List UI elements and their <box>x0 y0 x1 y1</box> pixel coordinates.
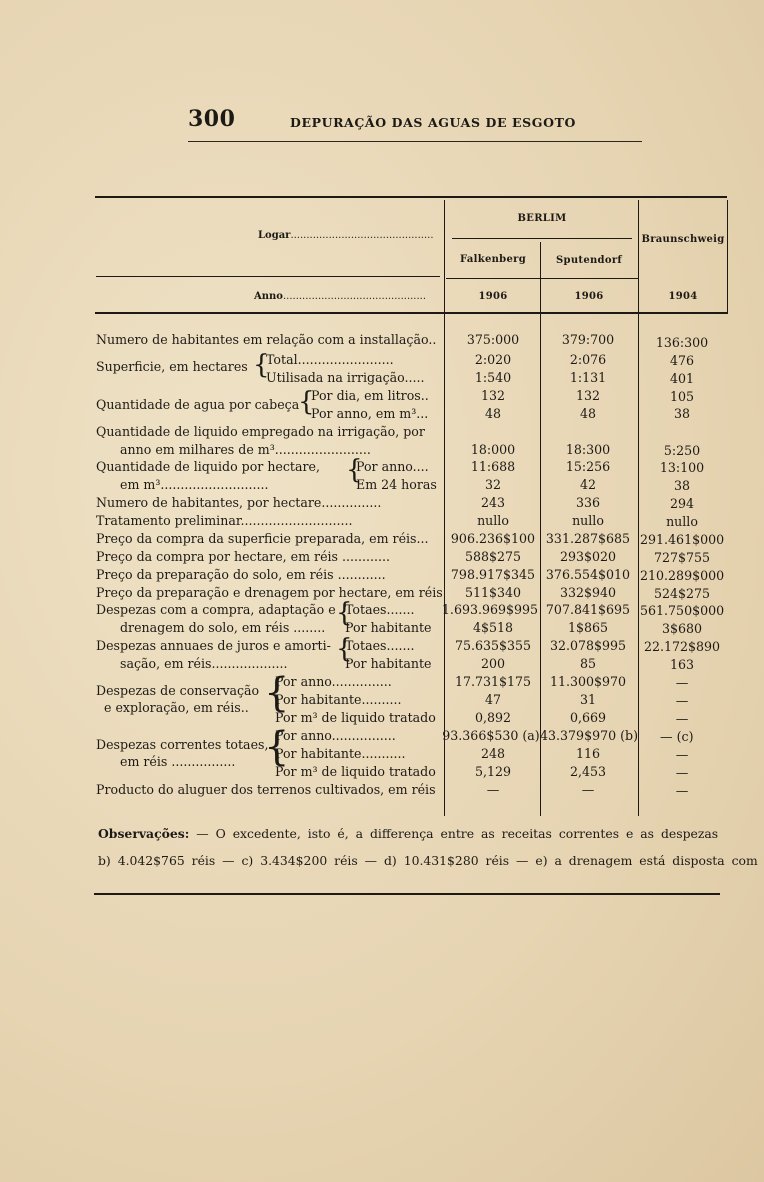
table-header-rule-1 <box>96 276 440 277</box>
observations-heading: Observações: <box>98 826 190 841</box>
cell-braunschweig: — (c) <box>660 729 694 744</box>
observations-line-2 <box>98 853 758 868</box>
brace-glyph: { <box>264 724 290 770</box>
cell-sputendorf: 376.554$010 <box>545 567 631 582</box>
group-label: Quantidade de agua por cabeça <box>96 397 300 412</box>
year-braunschweig: 1904 <box>668 291 698 302</box>
cell-braunschweig: 136:300 <box>655 335 709 350</box>
cell-braunschweig: — <box>675 747 689 762</box>
group-label: Superficie, em hectares <box>96 359 248 374</box>
cell-sputendorf: 332$940 <box>559 585 617 600</box>
cell-braunschweig: 38 <box>673 406 691 421</box>
cell-falkenberg: 1:540 <box>474 370 512 385</box>
row-label: Preço da preparação do solo, em réis ............ <box>96 567 386 582</box>
column-header-sputendorf: Sputendorf <box>556 255 622 266</box>
cell-braunschweig: — <box>675 711 689 726</box>
cell-sputendorf: 31 <box>579 692 597 707</box>
observations-text-2: b) 4.042$765 réis — c) 3.434$200 réis — d) 10.431$280 réis — e) a drenagem está disposta com <box>98 853 758 868</box>
cell-braunschweig: — <box>675 765 689 780</box>
cell-braunschweig: 13:100 <box>659 460 705 475</box>
cell-falkenberg: — <box>486 782 500 797</box>
table-top-rule <box>95 196 727 198</box>
sub-label: Total........................ <box>266 352 394 367</box>
cell-sputendorf: 336 <box>575 495 601 510</box>
cell-falkenberg: 47 <box>484 692 502 707</box>
cell-sputendorf: nullo <box>572 513 604 528</box>
cell-falkenberg: 4$518 <box>472 620 514 635</box>
cell-sputendorf: 331.287$685 <box>545 531 631 546</box>
cell-braunschweig: 476 <box>669 353 695 368</box>
cell-braunschweig: 210.289$000 <box>640 568 725 583</box>
brace-glyph: { <box>298 387 315 417</box>
row-label: Producto do aluguer dos terrenos cultivados, em réis <box>96 782 436 797</box>
cell-falkenberg: 18:000 <box>470 442 516 457</box>
sub-label: Por anno.... <box>356 459 429 474</box>
cell-falkenberg: 906.236$100 <box>450 531 536 546</box>
cell-sputendorf: 85 <box>579 656 597 671</box>
cell-falkenberg: 375:000 <box>466 332 520 347</box>
cell-falkenberg: 75.635$355 <box>454 638 532 653</box>
anno-leader: ............................................. <box>282 291 427 302</box>
brace-glyph: { <box>253 350 270 380</box>
group-label: Despezas annuaes de juros e amorti- <box>96 638 331 653</box>
cell-sputendorf: 707.841$695 <box>545 602 631 617</box>
sub-label: Em 24 horas <box>356 477 437 492</box>
cell-falkenberg: 0,892 <box>474 710 512 725</box>
column-header-falkenberg: Falkenberg <box>459 254 526 265</box>
table-header-rule-2 <box>446 278 638 279</box>
brace-glyph: { <box>346 455 363 485</box>
row-label: Preço da compra por hectare, em réis ............ <box>96 549 391 564</box>
page-number: 300 <box>188 106 236 132</box>
logar-label: Logar <box>258 230 291 241</box>
cell-braunschweig: 524$275 <box>653 586 711 601</box>
cell-falkenberg: 798.917$345 <box>450 567 536 582</box>
row-label: anno em milhares de m³........................ <box>120 442 371 457</box>
cell-falkenberg: 248 <box>480 746 506 761</box>
group-label: Despezas correntes totaes, <box>96 737 269 752</box>
observations-text-1: — O excedente, isto é, a differença entre as receitas correntes e as despezas <box>196 826 719 841</box>
cell-braunschweig: 291.461$000 <box>640 532 725 547</box>
cell-falkenberg: 32 <box>484 477 502 492</box>
row-label: Quantidade de liquido empregado na irrigação, por <box>96 424 425 439</box>
column-divider-1 <box>444 200 445 816</box>
year-sputendorf: 1906 <box>574 291 604 302</box>
sub-label: Por habitante.......... <box>275 692 402 707</box>
brace-glyph: { <box>336 634 353 664</box>
cell-sputendorf: 15:256 <box>565 459 611 474</box>
cell-falkenberg: 17.731$175 <box>454 674 532 689</box>
sub-label: Utilisada na irrigação..... <box>266 370 425 385</box>
cell-braunschweig: 5:250 <box>663 443 701 458</box>
cell-falkenberg: 48 <box>484 406 502 421</box>
cell-sputendorf: 42 <box>579 477 597 492</box>
sub-label: Por habitante <box>345 656 432 671</box>
brace-glyph: { <box>336 598 353 628</box>
cell-sputendorf: 2,453 <box>569 764 607 779</box>
cell-sputendorf: 18:300 <box>565 442 611 457</box>
table-header-bottom-rule <box>95 312 727 314</box>
cell-falkenberg: 2:020 <box>474 352 512 367</box>
sub-label: Por habitante........... <box>275 746 406 761</box>
cell-sputendorf: 379:700 <box>561 332 615 347</box>
cell-sputendorf: 48 <box>579 406 597 421</box>
sub-label: Por anno............... <box>275 674 392 689</box>
cell-sputendorf: 11.300$970 <box>549 674 627 689</box>
cell-falkenberg: 5,129 <box>474 764 512 779</box>
running-title: DEPURAÇÃO DAS AGUAS DE ESGOTO <box>290 115 576 130</box>
anno-label: Anno <box>254 291 283 302</box>
sub-label: Por m³ de liquido tratado <box>275 710 436 725</box>
sub-label: Por dia, em litros.. <box>311 388 429 403</box>
cell-falkenberg: nullo <box>477 513 509 528</box>
cell-falkenberg: 1.693.969$995 <box>441 602 539 617</box>
row-label: Tratamento preliminar............................ <box>96 513 353 528</box>
row-label: Numero de habitantes, por hectare............... <box>96 495 382 510</box>
cell-sputendorf: 1:131 <box>569 370 607 385</box>
cell-braunschweig: 38 <box>673 478 691 493</box>
cell-sputendorf: 0,669 <box>569 710 607 725</box>
cell-sputendorf: 32.078$995 <box>549 638 627 653</box>
group-label: Quantidade de liquido por hectare, <box>96 459 320 474</box>
cell-falkenberg: 11:688 <box>470 459 516 474</box>
cell-sputendorf: 2:076 <box>569 352 607 367</box>
sub-label: Totaes....... <box>345 638 415 653</box>
group-label: em réis ................ <box>120 754 236 769</box>
group-label: Despezas com a compra, adaptação e <box>96 602 336 617</box>
bottom-rule <box>94 893 720 895</box>
observations-line-1 <box>98 826 718 841</box>
cell-falkenberg: 200 <box>480 656 506 671</box>
sub-label: Totaes....... <box>345 602 415 617</box>
cell-falkenberg: 93.366$530 (a) <box>442 728 540 743</box>
cell-braunschweig: — <box>675 693 689 708</box>
cell-braunschweig: 561.750$000 <box>640 603 725 618</box>
group-label: drenagem do solo, em réis ........ <box>120 620 326 635</box>
group-label: e exploração, em réis.. <box>104 700 249 715</box>
header-rule <box>188 141 642 142</box>
group-label: sação, em réis................... <box>120 656 288 671</box>
sub-label: Por anno, em m³... <box>311 406 429 421</box>
brace-glyph: { <box>264 670 290 716</box>
berlim-header: BERLIM <box>517 213 567 224</box>
cell-braunschweig: 401 <box>669 371 695 386</box>
cell-sputendorf: 116 <box>575 746 601 761</box>
row-label: Numero de habitantes em relação com a installação.. <box>96 332 437 347</box>
cell-braunschweig: 22.172$890 <box>643 639 721 654</box>
year-falkenberg: 1906 <box>478 291 508 302</box>
cell-braunschweig: 727$755 <box>653 550 711 565</box>
cell-braunschweig: 3$680 <box>661 621 703 636</box>
row-label: Preço da compra da superficie preparada, em réis... <box>96 531 429 546</box>
cell-falkenberg: 243 <box>480 495 506 510</box>
row-label: Preço da preparação e drenagem por hectare, em réis <box>96 585 443 600</box>
cell-braunschweig: 294 <box>669 496 695 511</box>
berlim-brace-rule <box>452 238 632 239</box>
logar-leader: ............................................. <box>290 230 434 241</box>
column-header-braunschweig: Braunschweig <box>641 234 725 245</box>
cell-sputendorf: 132 <box>575 388 601 403</box>
cell-falkenberg: 511$340 <box>464 585 522 600</box>
cell-falkenberg: 132 <box>480 388 506 403</box>
cell-sputendorf: 43.379$970 (b) <box>540 728 639 743</box>
cell-braunschweig: 105 <box>669 389 695 404</box>
cell-braunschweig: nullo <box>666 514 698 529</box>
sub-label: Por habitante <box>345 620 432 635</box>
cell-sputendorf: 1$865 <box>567 620 609 635</box>
cell-braunschweig: — <box>675 675 689 690</box>
sub-label: Por anno................ <box>275 728 396 743</box>
sub-label: Por m³ de liquido tratado <box>275 764 436 779</box>
cell-braunschweig: — <box>675 783 689 798</box>
group-label: Despezas de conservação <box>96 683 260 698</box>
cell-sputendorf: — <box>581 782 595 797</box>
cell-sputendorf: 293$020 <box>559 549 617 564</box>
group-label: em m³........................... <box>120 477 269 492</box>
cell-falkenberg: 588$275 <box>464 549 522 564</box>
cell-braunschweig: 163 <box>669 657 695 672</box>
